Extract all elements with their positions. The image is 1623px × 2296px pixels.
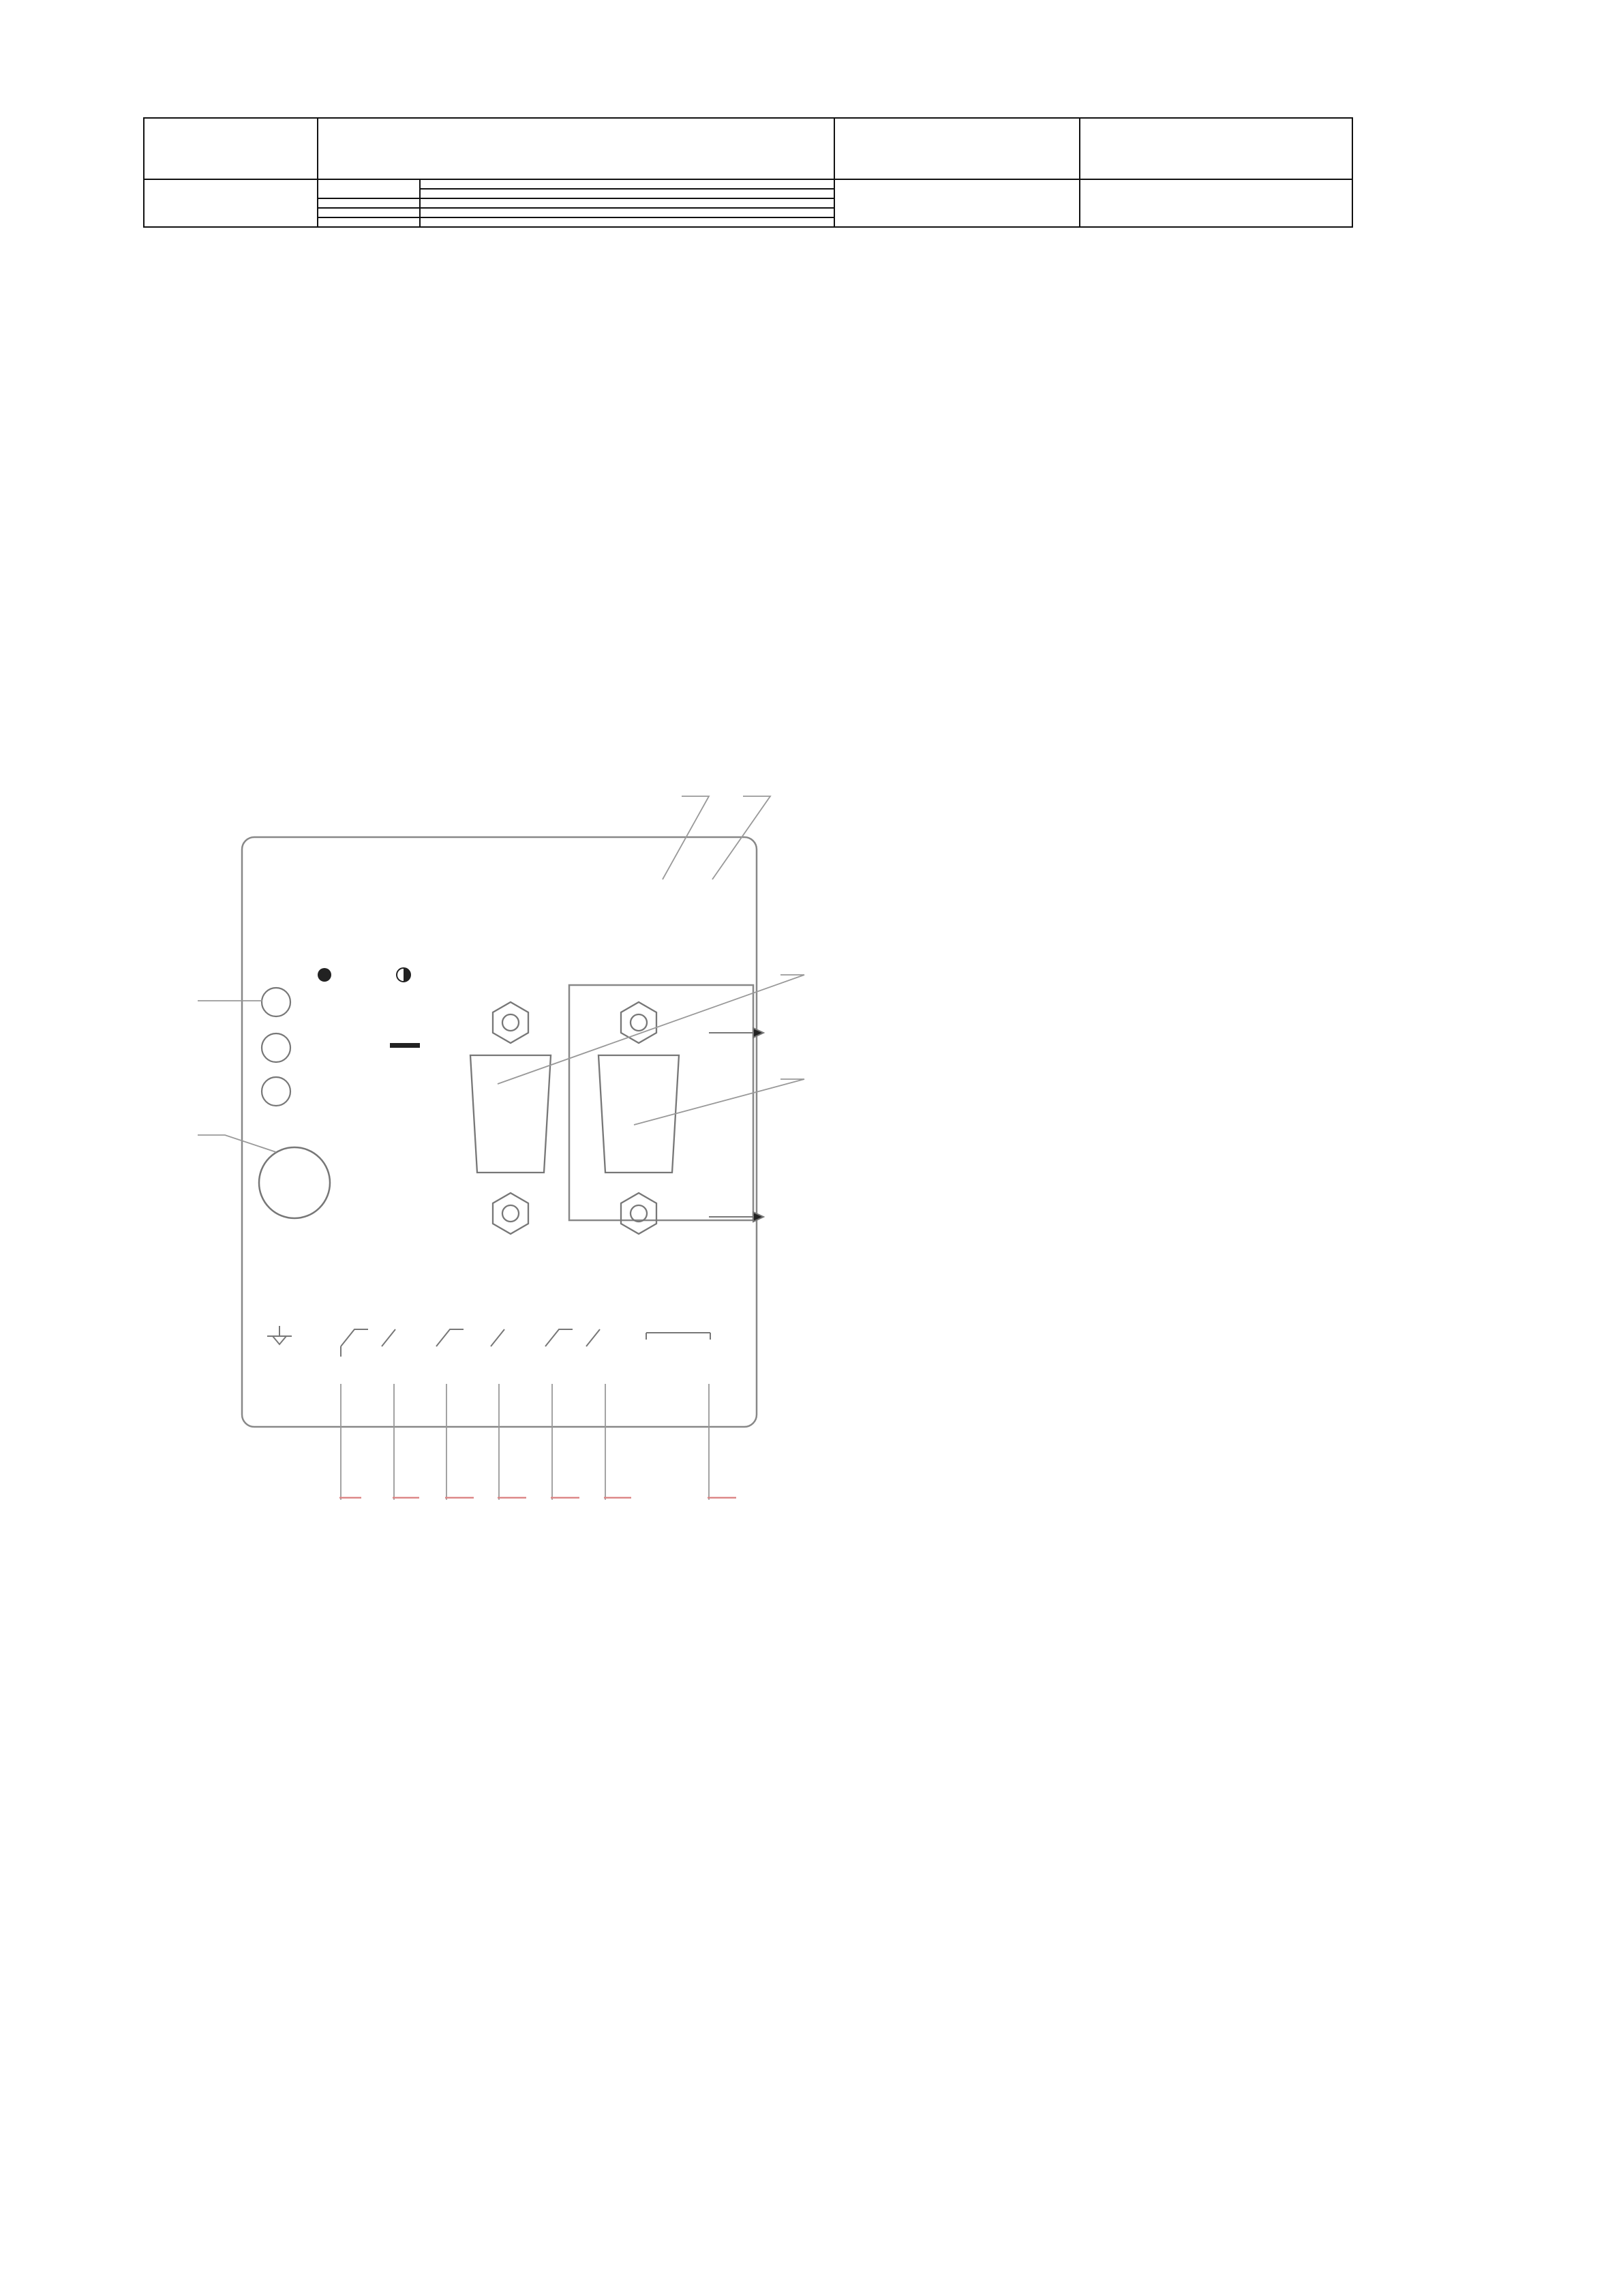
figure-caption: [498, 1522, 579, 1553]
table-cell: [420, 198, 834, 208]
arrow-icons: [709, 1028, 763, 1222]
table-cell: [318, 208, 420, 217]
table-cell: [420, 217, 834, 227]
table-cell: [420, 189, 834, 198]
stop-dot-icon: [318, 968, 331, 982]
relay-symbols: [267, 1326, 710, 1357]
port-box: [569, 985, 753, 1220]
list-item: [252, 1605, 402, 1635]
table-cell: [420, 179, 834, 189]
table-cell: [318, 198, 420, 208]
table-row: [144, 118, 1352, 179]
bus-light: [262, 1033, 290, 1062]
table-cell: [834, 118, 1080, 179]
table-cell: [318, 118, 834, 179]
stop-light: [262, 988, 290, 1016]
list-item: [252, 1648, 389, 1678]
reset-button: [259, 1147, 330, 1218]
list-item: [252, 1563, 402, 1593]
panel-diagram: [184, 757, 866, 1513]
list-item: [252, 1774, 389, 1804]
list-item: [252, 1732, 389, 1762]
list-item: [252, 1817, 389, 1847]
fault-light: [262, 1077, 290, 1106]
programmer-port: [598, 1002, 679, 1234]
feature-table: [143, 117, 1353, 228]
alarm-bar-icon: [390, 1043, 420, 1048]
table-cell: [318, 179, 420, 198]
table-cell: [318, 217, 420, 227]
list-item: [252, 1690, 389, 1720]
table-cell: [420, 208, 834, 217]
comm-port: [470, 1002, 551, 1234]
table-cell: [1080, 118, 1352, 179]
list-item: [252, 2113, 402, 2143]
list-item: [252, 1859, 389, 1889]
table-cell: [144, 179, 318, 227]
list-item: [252, 1944, 389, 1974]
table-cell: [144, 118, 318, 179]
panel-outline: [242, 837, 757, 1427]
list-item: [252, 1901, 389, 1931]
table-row: [144, 179, 1352, 189]
table-cell: [834, 179, 1080, 227]
indicator-lights: [262, 988, 290, 1106]
table-cell: [1080, 179, 1352, 227]
